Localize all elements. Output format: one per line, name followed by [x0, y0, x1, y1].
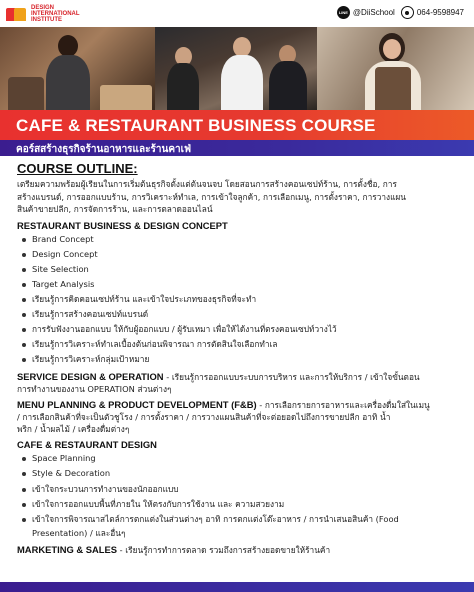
list-item: การรับฟังงานออกแบบ ให้กับผู้ออกแบบ / ผู้รับเหมา เพื่อให้ได้งานที่ตรงคอนเซปท์วางไว้ — [21, 322, 463, 337]
logo-line-2: INTERNATIONAL — [31, 11, 80, 17]
list-item: เรียนรู้การวิเคราะห์กลุ่มเป้าหมาย — [21, 352, 463, 367]
section-text: พริก / น้ำผลไม้ / เครื่องดื่มต่างๆ — [17, 424, 130, 435]
section-text: - เรียนรู้การออกแบบระบบการบริหาร และการให้บริการ / เข้าใจขั้นตอน — [163, 372, 420, 383]
line-icon — [337, 6, 350, 19]
list-item: Site Selection — [21, 262, 463, 277]
section-menu-planning — [17, 399, 463, 435]
course-title-banner — [0, 110, 474, 140]
list-item: Target Analysis — [21, 277, 463, 292]
header-photos — [0, 27, 474, 110]
line-icon-text: LINE — [338, 10, 348, 15]
list-item: เข้าใจการออกแบบพื้นที่ภายใน ให้ตรงกับการใช้งาน และ ความสวยงาม — [21, 497, 463, 512]
list-item: Space Planning — [21, 451, 463, 466]
list-item: เรียนรู้การสร้างคอนเซปท์แบรนด์ — [21, 307, 463, 322]
list-item: Brand Concept — [21, 232, 463, 247]
section-heading-business-concept: RESTAURANT BUSINESS & DESIGN CONCEPT — [17, 219, 228, 231]
course-subtitle: คอร์สสร้างธุรกิจร้านอาหารและร้านคาเฟ่ — [16, 144, 192, 155]
section-text: - เรียนรู้การทำการตลาด รวมถึงการสร้างยอดขายให้ร้านค้า — [117, 544, 331, 555]
list-item: เรียนรู้การวิเคราะห์ทำเลเบื้องต้นก่อนพิจารณา การตัดสินใจเลือกทำเล — [21, 337, 463, 352]
cafe-owner-photo — [317, 27, 474, 110]
section-heading-service-design: SERVICE DESIGN & OPERATION — [17, 371, 164, 383]
top-bar — [0, 0, 474, 27]
course-title: CAFE & RESTAURANT BUSINESS COURSE — [16, 116, 376, 135]
outline-title: COURSE OUTLINE: — [17, 161, 138, 176]
course-outline — [17, 161, 463, 556]
dii-logo[interactable] — [6, 5, 80, 23]
section-marketing — [17, 544, 463, 556]
logo-line-3: INSTITUTE — [31, 17, 62, 23]
section-service-design — [17, 371, 463, 395]
section-text: / การเลือกสินค้าที่จะเป็นตัวชูโรง / การตั้งราคา / การวางแผนสินค้าที่จะต่อยอดไปถึงการขายปลีก อาทิ น้ำ — [17, 412, 391, 423]
intro-line: สินค้าขายปลีก, การจัดการร้าน, และการตลาดออนไลน์ — [17, 204, 213, 214]
section-text: การทำงานของงาน OPERATION ส่วนต่างๆ — [17, 384, 172, 395]
social-contacts — [337, 6, 464, 19]
logo-text — [31, 5, 80, 23]
whatsapp-contact[interactable] — [401, 6, 464, 19]
restaurant-staff-photo — [155, 27, 317, 110]
list-item: Style & Decoration — [21, 466, 463, 481]
logo-mark-icon — [6, 7, 28, 22]
barista-photo — [0, 27, 155, 110]
line-id: @DiiSchool — [352, 8, 395, 17]
section-text: - การเลือกรายการอาหารและเครื่องดื่มใส่ในเมนู — [256, 400, 430, 411]
line-contact[interactable] — [337, 6, 395, 19]
cafe-design-list — [21, 451, 463, 526]
footer-bar — [0, 582, 474, 592]
business-concept-list — [21, 232, 463, 368]
section-heading-menu-planning: MENU PLANNING & PRODUCT DEVELOPMENT (F&B) — [17, 399, 257, 411]
intro-line: เตรียมความพร้อมผู้เรียนในการเริ่มต้นธุรกิจตั้งแต่ต้นจนจบ โดยสอนการสร้างคอนเซปท์ร้าน, การตั้งชื่อ, การ — [17, 179, 397, 189]
list-item: Design Concept — [21, 247, 463, 262]
list-item: เข้าใจการพิจารณาสไตล์การตกแต่งในส่วนต่างๆ อาทิ การตกแต่งโต๊ะอาหาร / การนำเสนอสินค้า (Food — [21, 512, 463, 527]
intro-line: สร้างแบรนด์, การออกแบบร้าน, การวิเคราะห์ทำเล, การเข้าใจลูกค้า, การเลือกเมนู, การตั้งราคา, การวางแผน — [17, 191, 406, 202]
logo-line-1: DESIGN — [31, 5, 55, 11]
outline-intro — [17, 178, 463, 216]
whatsapp-icon — [401, 6, 414, 19]
list-item: เข้าใจกระบวนการทำงานของนักออกแบบ — [21, 482, 463, 497]
phone-number: 064-9598947 — [416, 8, 464, 17]
course-subtitle-banner — [0, 140, 474, 156]
section-heading-cafe-design: CAFE & RESTAURANT DESIGN — [17, 439, 157, 451]
list-item: เรียนรู้การคิดคอนเซปท์ร้าน และเข้าใจประเภทของธุรกิจที่จะทำ — [21, 292, 463, 307]
section-heading-marketing: MARKETING & SALES — [17, 543, 118, 555]
list-item-continuation: Presentation) / และอื่นๆ — [32, 527, 126, 538]
